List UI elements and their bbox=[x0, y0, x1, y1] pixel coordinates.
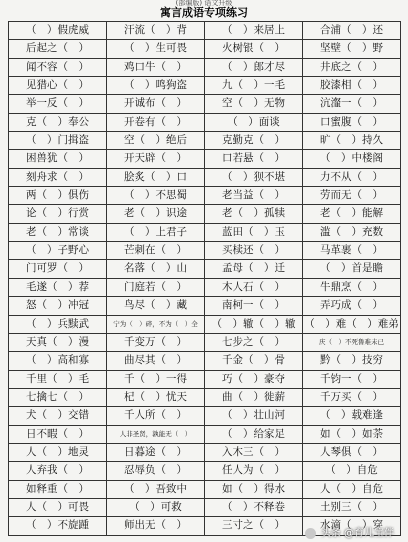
idiom-cell: 芒刺在（ ） bbox=[107, 242, 205, 260]
idiom-cell: 开天辟（ ） bbox=[107, 150, 205, 168]
idiom-cell: 三寸之（ ） bbox=[205, 517, 303, 535]
idiom-cell: 孟母（ ）迁 bbox=[205, 260, 303, 278]
idiom-cell: 师出无（ ） bbox=[107, 517, 205, 535]
idiom-cell: （ ）自危 bbox=[303, 462, 401, 480]
idiom-cell: 开诚布（ ） bbox=[107, 95, 205, 113]
idiom-cell: （ ）上君子 bbox=[107, 224, 205, 242]
idiom-cell: 犬（ ）交错 bbox=[9, 407, 107, 425]
idiom-cell: 天真（ ）漫 bbox=[9, 334, 107, 352]
idiom-cell: 毛遂（ ）荐 bbox=[9, 279, 107, 297]
idiom-cell: 千金（ ）骨 bbox=[205, 352, 303, 370]
idiom-cell: 买椟还（ ） bbox=[205, 242, 303, 260]
idiom-cell: 人非圣贤，孰能无（ ） bbox=[107, 426, 205, 444]
idiom-cell: 蓝田（ ）玉 bbox=[205, 224, 303, 242]
idiom-cell: 入木三（ ） bbox=[205, 444, 303, 462]
logo-icon bbox=[305, 528, 316, 539]
idiom-cell: 九（ ）一毛 bbox=[205, 77, 303, 95]
idiom-cell: （ ）子野心 bbox=[9, 242, 107, 260]
idiom-cell: 空（ ）绝后 bbox=[107, 132, 205, 150]
idiom-cell: 千钧一（ ） bbox=[303, 371, 401, 389]
idiom-cell: 见猎心（ ） bbox=[9, 77, 107, 95]
idiom-cell: 举一反（ ） bbox=[9, 95, 107, 113]
idiom-cell: 牛鼎烹（ ） bbox=[303, 279, 401, 297]
idiom-cell: （ ）壮山河 bbox=[205, 407, 303, 425]
idiom-cell: 鸡口牛（ ） bbox=[107, 59, 205, 77]
idiom-cell: 后起之（ ） bbox=[9, 40, 107, 58]
idiom-cell: 劳而无（ ） bbox=[303, 187, 401, 205]
idiom-cell: 人琴俱（ ） bbox=[303, 444, 401, 462]
idiom-cell: 坚壁（ ）野 bbox=[303, 40, 401, 58]
idiom-cell: 千（ ）一得 bbox=[107, 371, 205, 389]
idiom-cell: （ ）不释卷 bbox=[205, 499, 303, 517]
idiom-cell: 任人为（ ） bbox=[205, 462, 303, 480]
idiom-cell: （ ）兵黩武 bbox=[9, 316, 107, 334]
idiom-cell: 老（ ）孤犊 bbox=[205, 205, 303, 223]
idiom-cell: 名落（ ）山 bbox=[107, 260, 205, 278]
watermark-text: 头条 @育儿宝伴 bbox=[320, 528, 394, 539]
idiom-cell: （ ）首是瞻 bbox=[303, 260, 401, 278]
header-top-line: (部编版) 语文升级 bbox=[175, 0, 233, 7]
idiom-cell: 土别三（ ） bbox=[303, 499, 401, 517]
idiom-cell: 南柯一（ ） bbox=[205, 297, 303, 315]
idiom-cell: 千人所（ ） bbox=[107, 407, 205, 425]
idiom-cell: 老当益（ ） bbox=[205, 187, 303, 205]
idiom-cell: （ ）吾致中 bbox=[107, 481, 205, 499]
idiom-cell: 如（ ）如荼 bbox=[303, 426, 401, 444]
idiom-cell: 门庭若（ ） bbox=[107, 279, 205, 297]
idiom-cell: 力不从（ ） bbox=[303, 169, 401, 187]
idiom-cell: （ ）鸣狗盗 bbox=[107, 77, 205, 95]
idiom-cell: 忍辱负（ ） bbox=[107, 462, 205, 480]
idiom-cell: （ ）面谈 bbox=[205, 114, 303, 132]
idiom-cell: 鸟尽（ ）藏 bbox=[107, 297, 205, 315]
idiom-cell: 水滴（ ）穿 bbox=[303, 517, 401, 535]
idiom-cell: （ ）郎才尽 bbox=[205, 59, 303, 77]
idiom-cell: 日暮途（ ） bbox=[107, 444, 205, 462]
idiom-cell: 旷（ ）持久 bbox=[303, 132, 401, 150]
idiom-cell: （ ）高和寡 bbox=[9, 352, 107, 370]
idiom-cell: （ ）门揖盗 bbox=[9, 132, 107, 150]
idiom-cell: 口若悬（ ） bbox=[205, 150, 303, 168]
idiom-cell: 杞（ ）忧天 bbox=[107, 389, 205, 407]
idiom-cell: 千万买（ ） bbox=[303, 389, 401, 407]
idiom-cell: 日不暇（ ） bbox=[9, 426, 107, 444]
idiom-cell: 木人石（ ） bbox=[205, 279, 303, 297]
idiom-cell: 胶漆相（ ） bbox=[303, 77, 401, 95]
idiom-cell: 老（ ）能解 bbox=[303, 205, 401, 223]
idiom-cell: 老（ ）识途 bbox=[107, 205, 205, 223]
idiom-cell: 如（ ）得水 bbox=[205, 481, 303, 499]
idiom-cell: 怒（ ）冲冠 bbox=[9, 297, 107, 315]
idiom-cell: （ ）假虎威 bbox=[9, 22, 107, 40]
idiom-cell: （ ）中楼阁 bbox=[303, 150, 401, 168]
idiom-cell: 人（ ）可畏 bbox=[9, 499, 107, 517]
idiom-cell: 黔（ ）技穷 bbox=[303, 352, 401, 370]
idiom-cell: 合浦（ ）还 bbox=[303, 22, 401, 40]
idiom-cell: 人（ ）自危 bbox=[303, 481, 401, 499]
idiom-cell: 千里（ ）毛 bbox=[9, 371, 107, 389]
idiom-cell: 千变万（ ） bbox=[107, 334, 205, 352]
idiom-cell: （ ）狈不堪 bbox=[205, 169, 303, 187]
idiom-cell: 门可罗（ ） bbox=[9, 260, 107, 278]
idiom-cell: （ ）可救 bbox=[107, 499, 205, 517]
idiom-cell: 困兽犹（ ） bbox=[9, 150, 107, 168]
idiom-cell: 老（ ）常谈 bbox=[9, 224, 107, 242]
idiom-cell: 两（ ）俱伤 bbox=[9, 187, 107, 205]
idiom-cell: （ ）来居上 bbox=[205, 22, 303, 40]
idiom-cell: 火树银（ ） bbox=[205, 40, 303, 58]
idiom-cell: 宁为（ ）碎，不为（ ）全 bbox=[107, 316, 205, 334]
idiom-cell: （ ）辙（ ）辙 bbox=[205, 316, 303, 334]
idiom-cell: 七擒七（ ） bbox=[9, 389, 107, 407]
idiom-cell: 闻不容（ ） bbox=[9, 59, 107, 77]
idiom-cell: 曲（ ）徙薪 bbox=[205, 389, 303, 407]
idiom-table bbox=[8, 21, 401, 536]
idiom-cell: 刻舟求（ ） bbox=[9, 169, 107, 187]
idiom-cell: 庆（ ）不死鲁难未已 bbox=[303, 334, 401, 352]
idiom-cell: 论（ ）行赏 bbox=[9, 205, 107, 223]
idiom-cell: 弄巧成（ ） bbox=[303, 297, 401, 315]
idiom-cell: 人弃我（ ） bbox=[9, 462, 107, 480]
idiom-cell: 口蜜腹（ ） bbox=[303, 114, 401, 132]
idiom-cell: 克勤克（ ） bbox=[205, 132, 303, 150]
idiom-cell: 滥（ ）充数 bbox=[303, 224, 401, 242]
idiom-cell: 曲尽其（ ） bbox=[107, 352, 205, 370]
idiom-cell: （ ）难（ ）难弟 bbox=[303, 316, 401, 334]
idiom-cell: 汗流（ ）背 bbox=[107, 22, 205, 40]
idiom-cell: 如释重（ ） bbox=[9, 481, 107, 499]
idiom-cell: 开卷有（ ） bbox=[107, 114, 205, 132]
idiom-cell: （ ）生可畏 bbox=[107, 40, 205, 58]
idiom-cell: 井底之（ ） bbox=[303, 59, 401, 77]
idiom-cell: 马革裹（ ） bbox=[303, 242, 401, 260]
idiom-cell: 空（ ）无物 bbox=[205, 95, 303, 113]
idiom-cell: （ ）给家足 bbox=[205, 426, 303, 444]
idiom-cell: 脍炙（ ）口 bbox=[107, 169, 205, 187]
idiom-cell: 沆瀣一（ ） bbox=[303, 95, 401, 113]
idiom-cell: 克（ ）奉公 bbox=[9, 114, 107, 132]
page-title: 寓言成语专项练习 bbox=[160, 6, 248, 19]
idiom-cell: （ ）不思蜀 bbox=[107, 187, 205, 205]
idiom-cell: （ ）载难逢 bbox=[303, 407, 401, 425]
idiom-cell: 七步之（ ） bbox=[205, 334, 303, 352]
idiom-cell: （ ）不旋踵 bbox=[9, 517, 107, 535]
page-header bbox=[0, 0, 408, 20]
idiom-cell: 人（ ）地灵 bbox=[9, 444, 107, 462]
watermark bbox=[303, 524, 394, 539]
idiom-cell: 巧（ ）豪夺 bbox=[205, 371, 303, 389]
